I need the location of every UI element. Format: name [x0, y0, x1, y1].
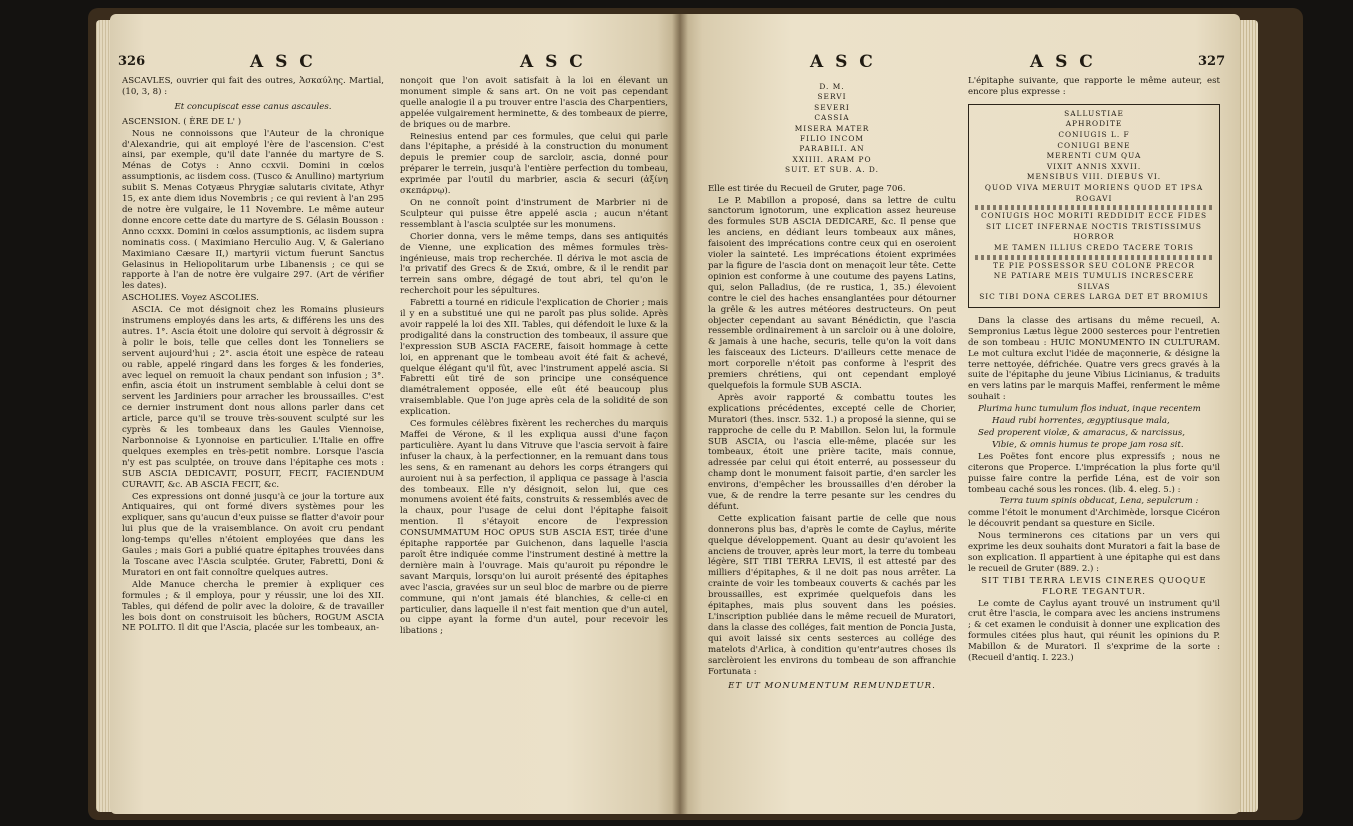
- epitaph-line: SIC TIBI DONA CERES LARGA DET ET BROMIUS: [979, 292, 1209, 302]
- epitaph-line: VIXIT ANNIS XXVII.: [1046, 161, 1142, 171]
- epitaph-line: CONIUGIS L. F: [1058, 130, 1130, 139]
- paragraph: Elle est tirée du Recueil de Gruter, page 706.: [708, 183, 906, 194]
- epitaph-line: ROGAVI: [1075, 193, 1113, 203]
- paragraph: Ces expressions ont donné jusqu'à ce jour la torture aux Antiquaires, qui ont formé divers systèmes pour les expliquer, sans qu'aucun d'eux puisse se flatter d'avoir pour lui plus que de la vraisemblance. On avoit cru pendant long-temps qu'elles n'étoient employées que dans les Gaules ; mais Gori a publié quatre épitaphes trouvées dans la Toscane avec l'Ascia sculptée. Gruter, Fabretti, Doni & Muratori en ont fait connoître quelques autres.: [122, 491, 384, 578]
- inscription-line: FILIO INCOM: [800, 134, 864, 144]
- inscription-line: SERVI: [817, 92, 847, 102]
- paragraph: On ne connoît point d'instrument de Marbrier ni de Sculpteur qui puisse être appelé ascia ; aucun n'étant ressemblant à l'ascia sculptée sur les monumens.: [400, 197, 668, 230]
- inscription-quote: SIT TIBI TERRA LEVIS CINERES QUOQUE FLORE TEGANTUR.: [981, 575, 1207, 597]
- entry-ascholies: ASCHOLIES. Voyez ASCOLIES.: [122, 293, 259, 304]
- epitaph-line: SALLUSTIAE: [1064, 108, 1124, 118]
- paragraph: Alde Manuce chercha le premier à expliquer ces formules ; & il employa, pour y réussir, une loi des XII. Tables, qui défend de polir avec la doloire, & de travailler les bois dont on construisoit les bûchers, ROGUM ASCIA NE POLITO. Il dit que l'Ascia, placée sur les tombeaux, an-: [122, 579, 384, 634]
- epitaph-line: ME TAMEN ILLIUS CREDO TACERE TORIS: [994, 242, 1194, 252]
- epitaph-line: CONIUGIS HOC MORITI REDDIDIT ECCE FIDES: [980, 211, 1208, 221]
- epitaph-line: SILVAS: [1077, 281, 1111, 291]
- entry-ascaules: ASCAVLES, ouvrier qui fait des outres, Ἀσκαύλης. Martial, (10, 3, 8) :: [122, 76, 384, 97]
- inscription-line: D. M.: [819, 82, 845, 91]
- epitaph-line: HORROR: [1073, 232, 1115, 242]
- epitaph-line: SIT LICET INFERNAE NOCTIS TRISTISSIMUS: [986, 221, 1202, 231]
- paragraph: Cette explication faisant partie de celle que nous donnerons plus bas, d'après le comte de Caylus, mérite quelque développement. Quant au desir qu'avoient les anciens de trouver, après leur mort, la terre du tombeau légère, SIT TIBI TERRA LEVIS, il est attesté par des milliers d'épitaphes, & il ne doit pas nous arrêter. La crainte de voir les tombeaux couverts & cachés par les broussailles, est exprimée quelquefois dans les épitaphes, mais plus souvent dans les poésies. L'inscription publiée dans le même recueil de Muratori, dans la classe des colléges, fait mention de Poncia Justa, qui avoit laissé six cents sesterces au collége des matelots d'Arlica, à condition qu'entr'autres choses ils sarclèroient les environs du tombeau de son affranchie Fortunata :: [708, 513, 956, 677]
- inscription-servi-severi: [708, 82, 956, 176]
- paragraph: Nous ne connoissons que l'Auteur de la chronique d'Alexandrie, qui ait employé l'ère de l'ascension. C'est ainsi, par exemple, qu'il date l'année du martyre de S. Ménas de Cotys : Anno ccxvii. Domini in cœlos assumptionis, ac iisdem coss. (Tusco & Anullino) martyrium subiit S. Menas Cotyæus Phrygiæ salutaris civitate, Athyr 15, ex ante diem idus Novembris ; ce qui revient à l'an 295 de notre ère vulgaire, le 11 Novembre. Le même auteur donne encore cette date du martyre de S. Gélasin Bousson : Anno ccxxx. Domini in cœlos assumptionis, ac iisdem supra nominatis coss. ( Maximiano Herculio Aug. V, & Galeriano Maximiano Cæsare II,) martyrii victum fuerunt Sanctus Gelasinus in Heliopolitarum urbe Libanensis ; ce qui se rapporte à l'an de notre ère vulgaire 297. (Art de vérifier les dates).: [122, 128, 384, 292]
- paragraph: Dans la classe des artisans du même recueil, A. Sempronius Lætus lègue 2000 sesterces pour l'entretien de son tombeau : HUIC MONUMENTO IN CULTURAM. Le mot cultura exclut l'idée de maçonnerie, & désigne la terre nettoyée, défrichée. Quatre vers grecs gravés à la suite de l'épitaphe du jeune Vibius Licinianus, & traduits en vers latins par le marquis Maffei, renferment le même souhait :: [968, 315, 1220, 403]
- paragraph: Fabretti a tourné en ridicule l'explication de Chorier ; mais il y en a substitué une qui ne paroît pas plus solide. Après avoir rappelé la loi des XII. Tables, qui défendoit le luxe & la prodigalité dans la construction des tombeaux, il assure que l'expression SUB ASCIA FACERE, faisoit hommage à cette loi, en apprenant que le tombeau avoit été fait & achevé, quelque élégant qu'il fût, avec l'instrument appelé ascia. Si Fabretti eût tiré de son principe une conséquence diamétralement opposée, elle eût été beaucoup plus vraisemblable. Que l'on juge après cela de la solidité de son explication.: [400, 298, 668, 418]
- paragraph: Ces formules célèbres fixèrent les recherches du marquis Maffei de Vérone, & il les expliqua aussi d'une façon particulière. Ayant lu dans Vitruve que l'ascia servoit à faire infuser la chaux, à la perfectionner, en la remuant dans tous les sens, & en ramenant au dehors les corps étrangers qui auroient nui à sa perfection, il appliqua ce passage à l'ascia des tombeaux. Elle n'y désignoit, selon lui, que ces monumens avoient été faits, construits & ressemblés avec de la chaux, pour l'usage de celui dont l'épitaphe faisoit mention. Il s'étayoit encore de l'expression CONSUMMATUM HOC OPUS SUB ASCIA EST, tirée d'une épitaphe rapportée par Guichenon, dans laquelle l'ascia paroît être indiquée comme l'instrument destiné à mettre la dernière main à l'ouvrage. Mais qu'auroit pu répondre le savant Marquis, lorsqu'on lui auroit présenté des épitaphes avec l'ascia, gravées sur un seul bloc de marbre ou de pierre commune, qui n'ont jamais été blanchies, & celle-ci en particulier, dans laquelle il n'est fait mention que d'un autel, ou cippe ayant la forme d'un autel, pour recevoir les libations ;: [400, 419, 668, 637]
- paragraph: Nous terminerons ces citations par un vers qui exprime les deux souhaits dont Muratori a fait la base de son explication. Il appartient à une épitaphe qui est dans le recueil de Gruter (889. 2.) :: [968, 531, 1220, 574]
- verse-line: Sed properent violæ, & amaracus, & narcissus,: [978, 427, 1185, 438]
- epitaph-line: NE PATIARE MEIS TUMULIS INCRESCERE: [993, 271, 1195, 281]
- left-column-2: [400, 76, 668, 796]
- epitaph-line: APHRODITE: [1065, 119, 1123, 129]
- entry-ascia: ASCIA. Ce mot désignoit chez les Romains plusieurs instrumens employés dans les arts, & différens les uns des autres. 1°. Ascia étoit une doloire qui servoit à dégrossir & à polir le bois, telle que celles dont les Tonneliers se servent aujourd'hui ; 2°. ascia étoit une espèce de rateau ou rable, appelé ringard dans les forges & les fonderies, avec lequel on remuoit la chaux pendant son infusion ; 3°. enfin, ascia étoit un instrument semblable à celui dont se servent les Jardiniers pour arracher les broussailles. C'est ce dernier instrument dont nous allons parler dans cet article, parce qu'il se trouve très-souvent sculpté sur les cyprès & les tombeaux dans les Gaules Viennoise, Narbonnoise & Lyonnoise en particulier. L'Italie en offre quelques exemples en très-petit nombre. Lorsque l'ascia n'y est pas sculptée, on trouve dans l'épitaphe ces mots : SUB ASCIA DEDICAVIT, POSUIT, FECIT, FACIENDUM CURAVIT, &c. AB ASCIA FECIT, &c.: [122, 305, 384, 490]
- right-page-number: 327: [1198, 54, 1226, 69]
- inscription-quote: ET UT MONUMENTUM REMUNDETUR.: [728, 681, 936, 692]
- entry-ascension-heading: ASCENSION. ( ÈRE DE L' ): [122, 116, 242, 127]
- paragraph: Les Poëtes font encore plus expressifs ; nous ne citerons que Properce. L'imprécation la plus forte qu'il puisse faire contre la perfide Léna, est de voir son tombeau caché sous les ronces. (lib. 4. eleg. 5.) :: [968, 451, 1220, 495]
- paragraph: Le P. Mabillon a proposé, dans sa lettre de cultu sanctorum ignotorum, une explication assez heureuse des formules SUB ASCIA DEDICARE, &c. Il pense que les anciens, en dédiant leurs tombeaux aux mânes, faisoient des imprécations contre ceux qui en oseroient violer la sainteté. Les imprécations étoient exprimées par la figure de l'ascia dont on menaçoit leur tête. Cette opinion est conforme à une coutume des payens Latins, qui, selon Palladius, (de re rustica, 1, 35.) élevoient contre le ciel des haches ensanglantées pour détourner la grêle & les autres météores destructeurs. On peut objecter cependant au savant Bénédictin, que l'ascia ressemble ordinairement à un sarcloir ou à une doloire, & jamais à une hache, securis, telle qu'on la voit dans les faisceaux des Licteurs. D'ailleurs cette menace de mort corporelle n'étoit pas conforme à l'esprit des premiers chrétiens, qui ont cependant employé quelquefois la formule SUB ASCIA.: [708, 195, 956, 391]
- left-page-header: A S C: [250, 52, 316, 72]
- epitaph-line: CONIUGI BENE: [1057, 140, 1131, 150]
- left-page: [110, 14, 680, 814]
- right-column-2: [968, 76, 1220, 796]
- epitaph-line: MENSIBUS VIII. DIEBUS VI.: [1026, 172, 1162, 182]
- right-page: [680, 14, 1240, 814]
- left-col2-header: A S C: [520, 52, 586, 72]
- wave-divider: [975, 255, 1213, 260]
- inscription-line: SUIT. ET SUB. A. D.: [785, 165, 879, 175]
- paragraph: Le comte de Caylus ayant trouvé un instrument qu'il crut être l'ascia, le compara avec les anciens instrumens ; & cet examen le conduisit à donner une explication des formules citées plus haut, qui réunit les opinions du P. Mabillon & de Muratori. Il s'exprime de la sorte : (Recueil d'antiq. I. 223.): [968, 598, 1220, 664]
- inscription-line: SEVERI: [814, 102, 850, 112]
- verse-quote: Terra tuum spinis obducat, Lena, sepulcrum :: [999, 496, 1199, 507]
- verse-line: Vibie, & omnis humus te prope jam rosa sit.: [992, 439, 1184, 450]
- right-page-header: A S C: [1030, 52, 1096, 72]
- paragraph: Chorier donna, vers le même temps, dans ses antiquités de Vienne, une explication des mêmes formules très-ingénieuse, mais trop recherchée. Il dériva le mot ascia de l'α privatif des Grecs & de Σκιά, ombre, & il le rendit par terrein sans ombre, dégagé de tout abri, tel qu'on le recherchoit pour les sépultures.: [400, 231, 668, 297]
- wave-divider: [975, 205, 1213, 210]
- epitaph-line: QUOD VIVA MERUIT MORIENS QUOD ET IPSA: [984, 182, 1204, 192]
- inscription-line: XXIIII. ARAM PO: [792, 154, 872, 164]
- paragraph: Après avoir rapporté & combattu toutes les explications précédentes, excepté celle de Chorier, Muratori (thes. inscr. 532. 1.) a proposé la sienne, qui se rapproche de celle du P. Mabillon. Selon lui, la formule SUB ASCIA, ou l'ascia elle-même, placée sur les tombeaux, étoit une prière tacite, mais connue, adressée par celui qui étoit enterré, au possesseur du champ dont le monument faisoit partie, d'en sarcler les environs, d'empêcher les broussailles d'en dérober la vue, & de rendre la terre pesante sur les cendres du défunt.: [708, 392, 956, 512]
- right-column-1: [708, 76, 956, 796]
- quote-martial: Et concupiscat esse canus ascaules.: [174, 101, 332, 112]
- left-column-1: [122, 76, 384, 796]
- inscription-line: CASSIA: [814, 113, 850, 123]
- right-col1-header: A S C: [810, 52, 876, 72]
- epitaph-box-sallustiae: [968, 104, 1220, 308]
- book-gutter: [672, 14, 688, 814]
- paragraph: comme l'étoit le monument d'Archimède, lorsque Cicéron le découvrit pendant sa questure en Sicile.: [968, 508, 1220, 530]
- epitaph-line: TE PIE POSSESSOR SEU COLONE PRECOR: [993, 260, 1195, 270]
- verse-line: Haud rubi horrentes, ægyptiusque mala,: [992, 416, 1170, 427]
- inscription-line: MISERA MATER: [794, 123, 870, 133]
- right-page-edges: [1238, 20, 1258, 812]
- epitaph-line: MERENTI CUM QUA: [1046, 151, 1142, 161]
- left-page-number: 326: [118, 54, 146, 69]
- paragraph: nonçoit que l'on avoit satisfait à la loi en élevant un monument simple & sans art. On ne voit pas cependant quelle analogie il a pu trouver entre l'ascia des Charpentiers, appelée vulgairement herminette, & des tombeaux de pierre, de briques ou de marbre.: [400, 76, 668, 130]
- verse-line: Plurima hunc tumulum flos induat, inque recentem: [978, 404, 1201, 415]
- paragraph: Reinesius entend par ces formules, que celui qui parle dans l'épitaphe, a présidé à la construction du monument depuis le premier coup de sarcloir, ascia, donné pour préparer le terrein, jusqu'à l'entière perfection du tombeau, exprimée par l'outil du marbrier, ascia & securi (ἀξίνη σκεπάρνῳ).: [400, 131, 668, 197]
- inscription-line: PARABILI. AN: [799, 144, 865, 154]
- paragraph: L'épitaphe suivante, que rapporte le même auteur, est encore plus expresse :: [968, 76, 1220, 97]
